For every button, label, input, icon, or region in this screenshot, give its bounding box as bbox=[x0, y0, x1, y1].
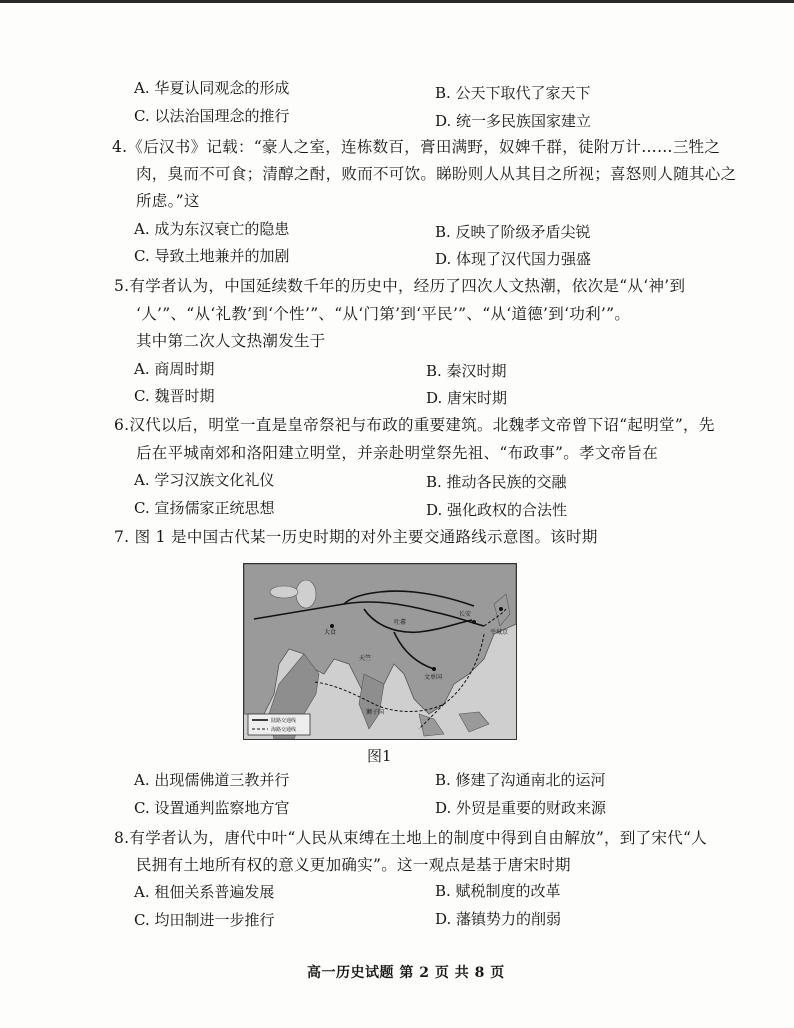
q4-number: 4. bbox=[112, 138, 128, 156]
q3-option-c: C. 以法治国理念的推行 bbox=[134, 107, 290, 125]
q6-option-a: A. 学习汉族文化礼仪 bbox=[134, 471, 275, 489]
q5-stem-line3: 其中第二次人文热潮发生于 bbox=[136, 332, 326, 350]
q6-option-b: B. 推动各民族的交融 bbox=[426, 473, 567, 491]
q8-stem-line1: 8.有学者认为，唐代中叶“人民从束缚在土地上的制度中得到自由解放”，到了宋代“人 bbox=[114, 829, 708, 847]
q7-option-a: A. 出现儒佛道三教并行 bbox=[134, 771, 290, 789]
q8-option-d: D. 藩镇势力的削弱 bbox=[435, 910, 562, 928]
q3-option-d: D. 统一多民族国家建立 bbox=[435, 112, 592, 130]
q7-number: 7. bbox=[114, 528, 130, 546]
legend-land-route: 陆路交通线 bbox=[271, 718, 297, 724]
q6-stem-line2: 后在平城南郊和洛阳建立明堂，并亲赴明堂祭先祖、“布政事”。孝文帝旨在 bbox=[136, 444, 659, 462]
page-footer: 高一历史试题 第 2 页 共 8 页 bbox=[307, 965, 505, 981]
q5-option-a: A. 商周时期 bbox=[134, 360, 215, 378]
map-label-pingchengjing: 平城京 bbox=[490, 630, 509, 636]
q8-option-b: B. 赋税制度的改革 bbox=[435, 882, 561, 900]
q5-option-b: B. 秦汉时期 bbox=[426, 362, 507, 380]
q7-option-c: C. 设置通判监察地方官 bbox=[134, 799, 290, 817]
map-label-dashi: 大食 bbox=[324, 630, 337, 636]
q6-option-c: C. 宣扬儒家正统思想 bbox=[134, 499, 275, 517]
q5-stem-line2: ‘人’”、“从‘礼教’到‘个性’”、“从‘门第’到‘平民’”、“从‘道德’到‘功利’”。 bbox=[136, 305, 631, 323]
map-label-shiziguo: 狮子国 bbox=[366, 710, 385, 716]
map-label-tianzhu: 天竺 bbox=[359, 656, 372, 662]
q8-option-c: C. 均田制进一步推行 bbox=[134, 911, 275, 929]
q4-stem-line2: 肉，臭而不可食；清醇之酎，败而不可饮。睇盼则人从其目之所视；喜怒则人随其心之 bbox=[136, 165, 737, 183]
map-label-wendanguo: 文单国 bbox=[424, 675, 443, 681]
q4-option-d: D. 体现了汉代国力强盛 bbox=[435, 250, 592, 268]
q8-option-a: A. 租佃关系普遍发展 bbox=[134, 883, 275, 901]
q5-option-d: D. 唐宋时期 bbox=[426, 389, 508, 407]
figure-1-trade-route-map bbox=[243, 563, 517, 740]
q7-stem-line1: 7. 图 1 是中国古代某一历史时期的对外主要交通路线示意图。该时期 bbox=[114, 528, 598, 546]
legend-sea-route: 海路交通线 bbox=[271, 727, 297, 733]
q8-stem-line2: 民拥有土地所有权的意义更加确实”。这一观点是基于唐宋时期 bbox=[136, 856, 571, 874]
map-label-changan: 长安 bbox=[459, 612, 472, 618]
q4-stem-line3: 所虑。”这 bbox=[136, 192, 200, 210]
q5-option-c: C. 魏晋时期 bbox=[134, 387, 215, 405]
q5-stem-line1: 5.有学者认为，中国延续数千年的历史中，经历了四次人文热潮，依次是“从‘神’到 bbox=[114, 277, 686, 295]
map-label-tubo: 吐蕃 bbox=[394, 620, 407, 626]
q3-option-a: A. 华夏认同观念的形成 bbox=[134, 79, 290, 97]
q4-option-a: A. 成为东汉衰亡的隐患 bbox=[134, 220, 290, 238]
q4-option-c: C. 导致土地兼并的加剧 bbox=[134, 247, 290, 265]
q4-stem-line1: 4.《后汉书》记载：“豪人之室，连栋数百，膏田满野，奴婢千群，徒附万计……三牲之 bbox=[112, 138, 721, 156]
q6-stem-line1: 6.汉代以后，明堂一直是皇帝祭祀与布政的重要建筑。北魏孝文帝曾下诏“起明堂”，先 bbox=[114, 416, 715, 434]
q7-option-d: D. 外贸是重要的财政来源 bbox=[435, 799, 607, 817]
q6-number: 6. bbox=[114, 416, 130, 434]
figure-1-caption: 图1 bbox=[367, 747, 392, 765]
q6-option-d: D. 强化政权的合法性 bbox=[426, 501, 568, 519]
q5-number: 5. bbox=[114, 277, 130, 295]
q8-number: 8. bbox=[114, 829, 130, 847]
q7-option-b: B. 修建了沟通南北的运河 bbox=[435, 771, 606, 789]
q3-option-b: B. 公天下取代了家天下 bbox=[435, 84, 591, 102]
page-top-edge bbox=[0, 0, 794, 3]
q4-option-b: B. 反映了阶级矛盾尖锐 bbox=[435, 223, 591, 241]
